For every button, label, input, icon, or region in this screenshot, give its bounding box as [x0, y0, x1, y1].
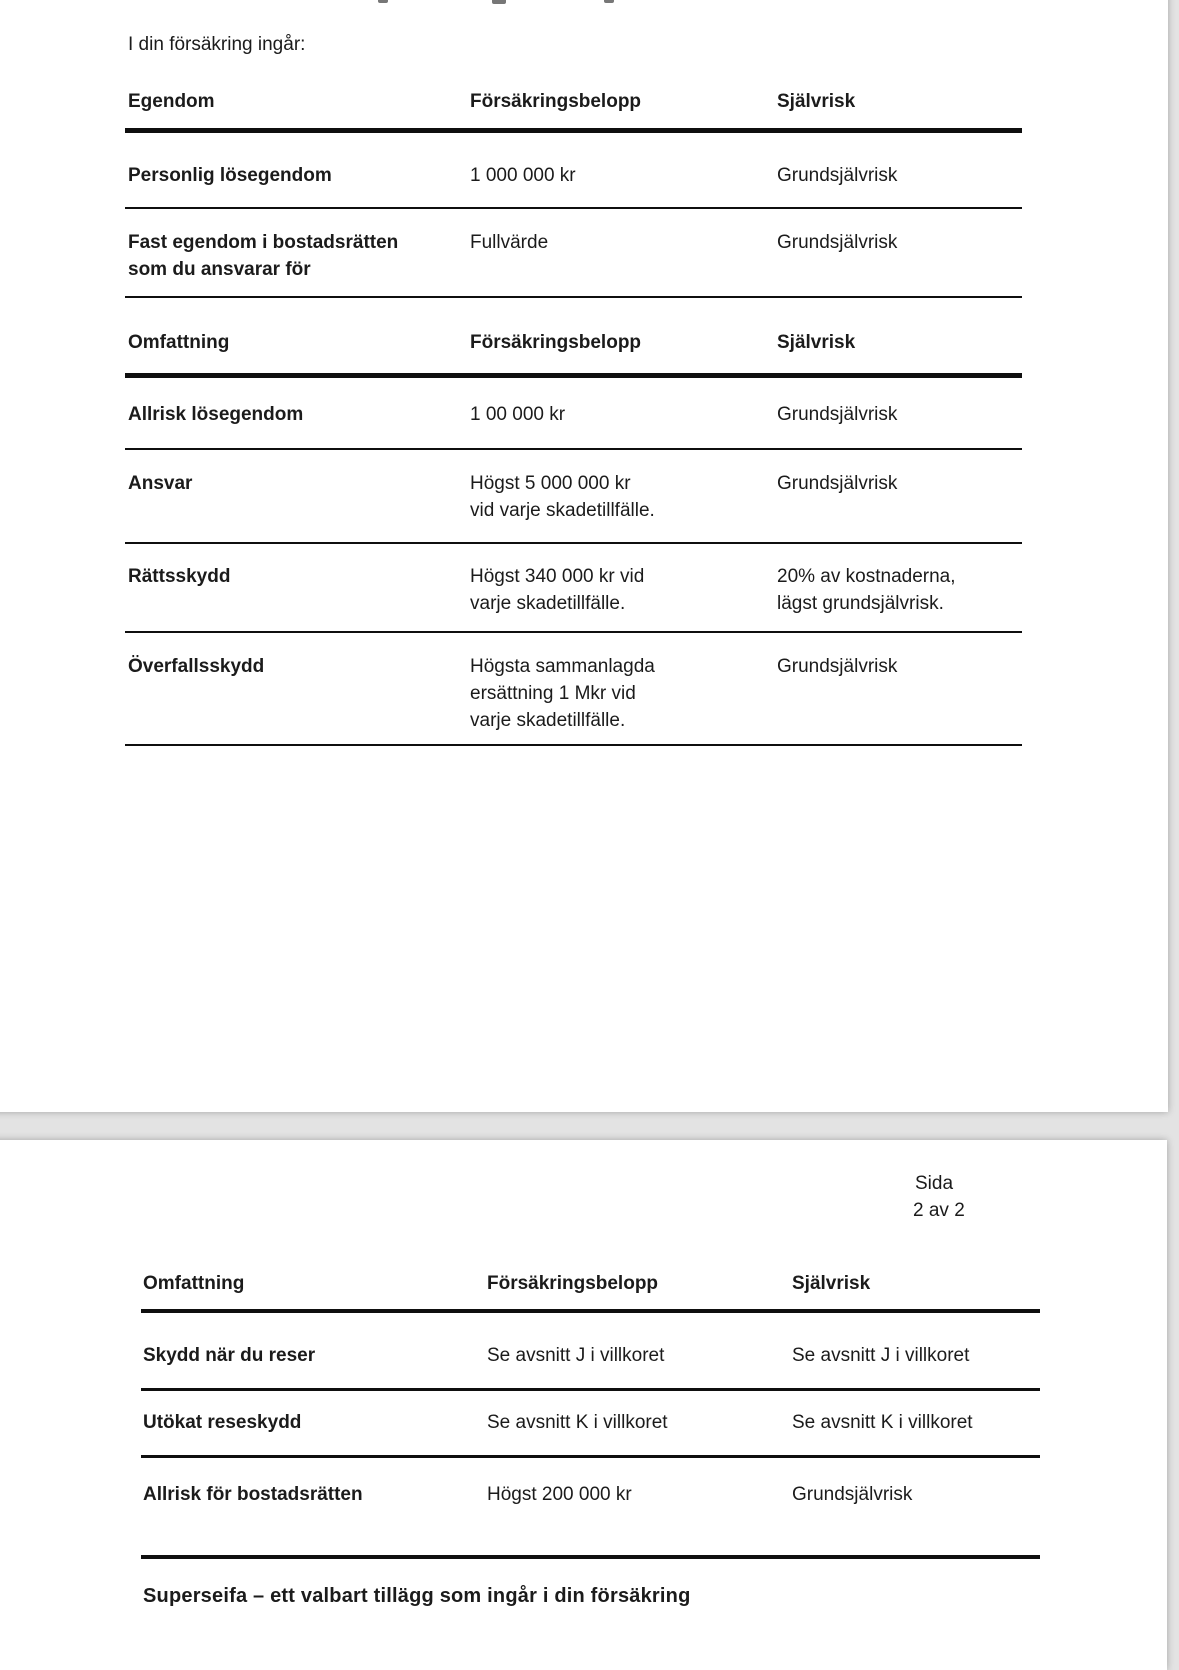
table-cell-deductible: [777, 653, 897, 680]
deductible-line: Grundsjälvrisk: [792, 1484, 913, 1505]
amount-line: varje skadetillfälle.: [470, 710, 626, 731]
table-cell-deductible: [777, 401, 897, 428]
amount-line: varje skadetillfälle.: [470, 593, 626, 614]
table-cell-amount: [470, 563, 644, 617]
table-row-label: [128, 470, 192, 497]
clipped-glyph-fragment: [378, 0, 388, 3]
table-row-label: [143, 1481, 363, 1508]
deductible-line: 20% av kostnaderna,: [777, 566, 956, 587]
row-separator: [125, 542, 1022, 544]
page-indicator-number: 2 av 2: [913, 1200, 965, 1221]
page-2: [0, 1140, 1167, 1670]
column-header-egendom: Egendom: [128, 91, 215, 112]
table-cell-amount: [487, 1342, 664, 1369]
column-header-omfattning: Omfattning: [128, 332, 230, 353]
table-cell-amount: [470, 162, 576, 189]
table-cell-deductible: [777, 563, 956, 617]
row-separator: [141, 1455, 1040, 1458]
amount-line: 1 000 000 kr: [470, 165, 576, 186]
table-row-label: [128, 563, 230, 590]
table-cell-deductible: [777, 470, 897, 497]
deductible-line: Se avsnitt K i villkoret: [792, 1412, 973, 1433]
row-label-line: Allrisk för bostadsrätten: [143, 1484, 363, 1505]
row-label-line: Utökat reseskydd: [143, 1412, 302, 1433]
row-separator: [125, 744, 1022, 746]
table-header-rule: [125, 128, 1022, 133]
column-header-forsakringsbelopp: Försäkringsbelopp: [470, 91, 642, 112]
column-header-forsakringsbelopp: Försäkringsbelopp: [487, 1273, 659, 1294]
table-cell-deductible: [792, 1409, 973, 1436]
table-cell-amount: [470, 470, 655, 524]
clipped-section-heading: Superseifa – ett valbart tillägg som ingår i din försäkring: [143, 1585, 691, 1607]
amount-line: Högst 5 000 000 kr: [470, 473, 631, 494]
table-bottom-rule: [141, 1555, 1040, 1559]
row-separator: [125, 631, 1022, 633]
column-header-forsakringsbelopp: Försäkringsbelopp: [470, 332, 642, 353]
row-label-line: Överfallsskydd: [128, 656, 265, 677]
deductible-line: Se avsnitt J i villkoret: [792, 1345, 970, 1366]
table-cell-amount: [470, 653, 655, 734]
row-separator: [125, 296, 1022, 298]
page-2-content: [0, 1140, 1149, 1670]
table-cell-deductible: [792, 1342, 969, 1369]
table-cell-amount: [487, 1481, 632, 1508]
amount-line: 1 00 000 kr: [470, 404, 566, 425]
table-row-label: [128, 229, 398, 283]
table-cell-amount: [470, 401, 565, 428]
deductible-line: Grundsjälvrisk: [777, 165, 898, 186]
table-header-rule: [125, 373, 1022, 378]
row-label-line: Allrisk lösegendom: [128, 404, 304, 425]
deductible-line: Grundsjälvrisk: [777, 656, 898, 677]
row-label-line: Rättsskydd: [128, 566, 231, 587]
row-label-line: Personlig lösegendom: [128, 165, 332, 186]
page-indicator-label: Sida: [915, 1173, 954, 1194]
amount-line: Fullvärde: [470, 232, 549, 253]
table-cell-amount: [470, 229, 548, 256]
table-row-label: [128, 162, 332, 189]
amount-line: Högst 200 000 kr: [487, 1484, 632, 1505]
table-row-label: [128, 401, 303, 428]
row-label-line: Fast egendom i bostadsrätten: [128, 232, 399, 253]
amount-line: Se avsnitt K i villkoret: [487, 1412, 668, 1433]
deductible-line: Grundsjälvrisk: [777, 232, 898, 253]
amount-line: Se avsnitt J i villkoret: [487, 1345, 665, 1366]
deductible-line: Grundsjälvrisk: [777, 473, 898, 494]
table-row-label: [143, 1342, 315, 1369]
row-separator: [125, 448, 1022, 450]
amount-line: Högsta sammanlagda: [470, 656, 655, 677]
column-header-sjalvrisk: Självrisk: [777, 91, 856, 112]
intro-text: I din försäkring ingår:: [128, 34, 306, 55]
deductible-line: lägst grundsjälvrisk.: [777, 593, 944, 614]
row-separator: [125, 207, 1022, 209]
row-separator: [141, 1388, 1040, 1391]
deductible-line: Grundsjälvrisk: [777, 404, 898, 425]
row-label-line: som du ansvarar för: [128, 259, 311, 280]
table-cell-deductible: [792, 1481, 912, 1508]
amount-line: Högst 340 000 kr vid: [470, 566, 645, 587]
column-header-sjalvrisk: Självrisk: [777, 332, 856, 353]
table-header-rule: [141, 1309, 1040, 1313]
row-label-line: Ansvar: [128, 473, 193, 494]
amount-line: ersättning 1 Mkr vid: [470, 683, 636, 704]
amount-line: vid varje skadetillfälle.: [470, 500, 655, 521]
table-cell-deductible: [777, 162, 897, 189]
clipped-glyph-fragment: [492, 0, 506, 4]
clipped-glyph-fragment: [604, 0, 614, 3]
table-cell-deductible: [777, 229, 897, 256]
row-label-line: Skydd när du reser: [143, 1345, 316, 1366]
table-cell-amount: [487, 1409, 668, 1436]
column-header-sjalvrisk: Självrisk: [792, 1273, 871, 1294]
table-row-label: [143, 1409, 301, 1436]
column-header-omfattning: Omfattning: [143, 1273, 245, 1294]
table-row-label: [128, 653, 264, 680]
